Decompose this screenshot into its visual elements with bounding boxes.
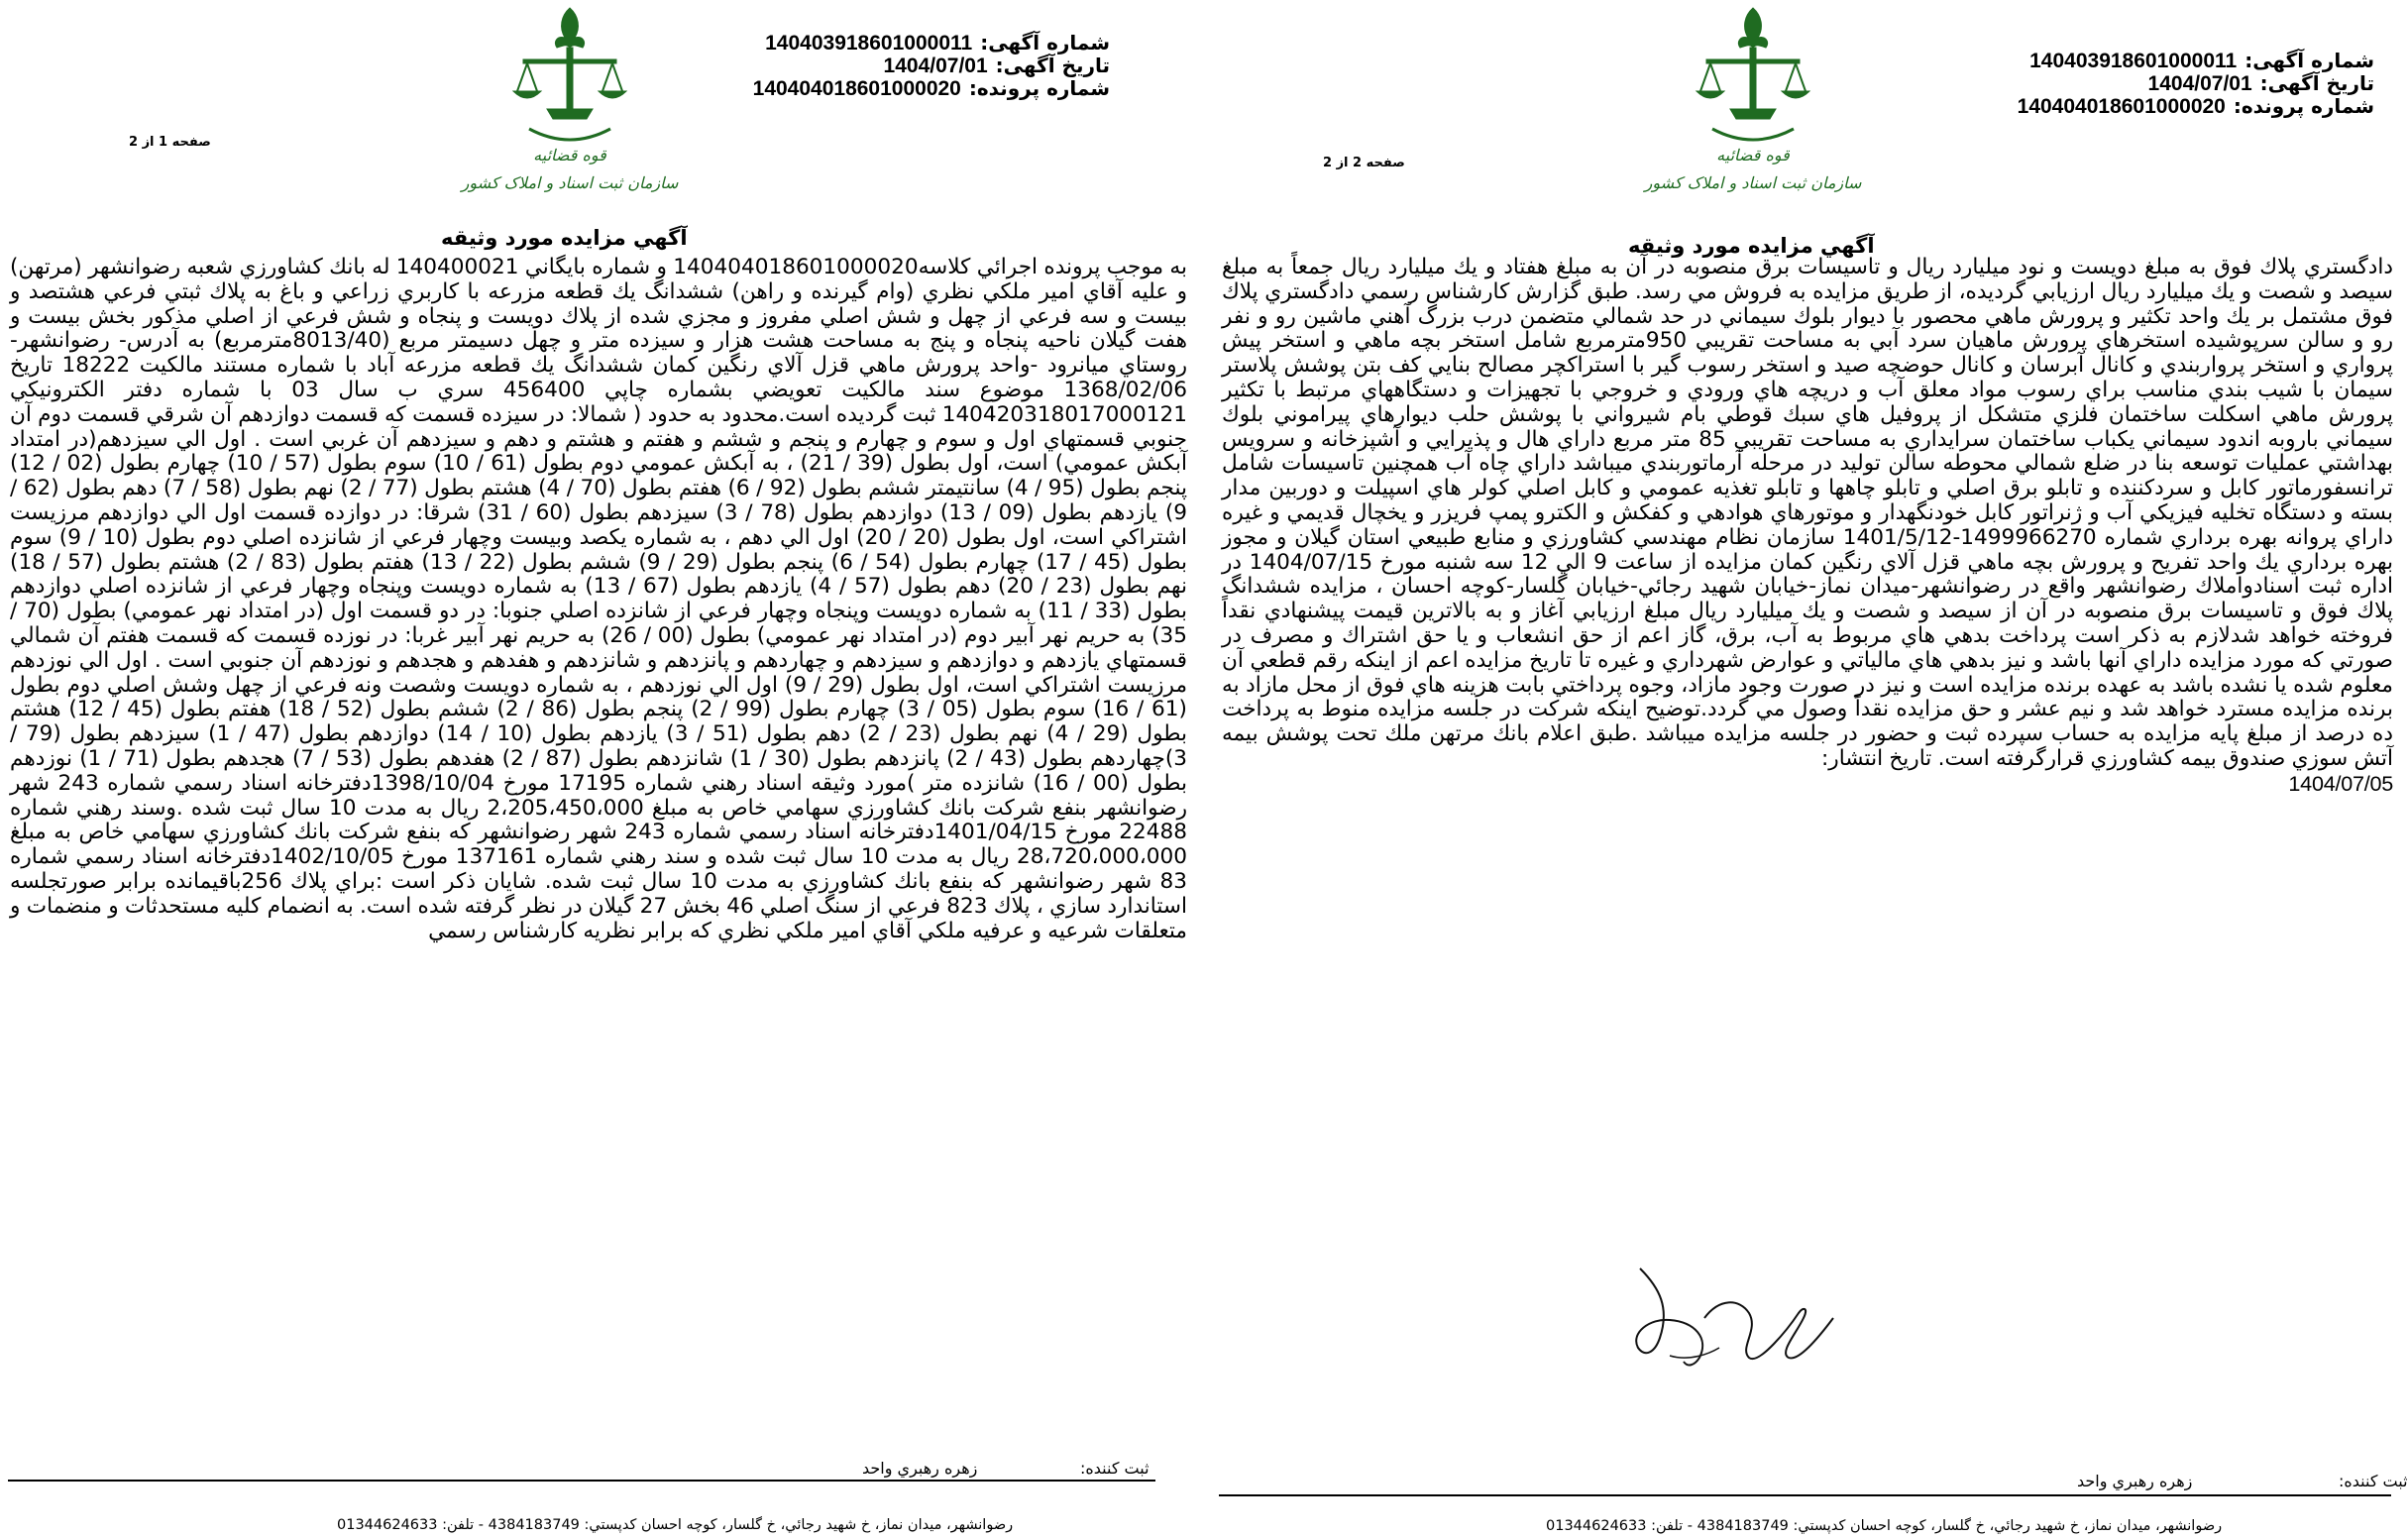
file-number-label: شماره پرونده: <box>968 76 1110 100</box>
notice-date: 1404/07/01 <box>2147 72 2252 95</box>
publish-date: 1404/07/05 <box>2288 770 2393 796</box>
office-contact: رضوانشهر، میدان نماز، خ شهید رجائي، خ گلسار، کوچه احسان کدپستي: 4384183749 - تلفن: 01344624633 <box>1546 1518 2223 1534</box>
publish-date-label: تاريخ انتشار: <box>1821 745 1932 771</box>
notice-date-label: تاریخ آگهی: <box>995 54 1110 77</box>
registrar-label: ثبت کننده: <box>2339 1472 2408 1490</box>
footer-divider <box>1219 1494 2391 1496</box>
notice-number-row <box>1917 50 2374 72</box>
notice-date-row <box>684 55 1110 77</box>
notice-date: 1404/07/01 <box>883 55 988 77</box>
notice-number-label: شماره آگهی: <box>2244 49 2374 72</box>
page-number: صفحه 2 از 2 <box>1323 156 1405 170</box>
office-contact: رضوانشهر، میدان نماز، خ شهید رجائي، خ گلسار، کوچه احسان کدپستي: 4384183749 - تلفن: 01344624633 <box>337 1517 1014 1533</box>
notice-date-row <box>1917 72 2374 95</box>
notice-body-text: دادگستري پلاك فوق به مبلغ دويست و نود ميليارد ريال و تاسيسات برق منصوبه در آن به مبلغ هفتاد و يك ميليارد ريال جمعاً به مبلغ سيصد و شصت و يك ميليارد ريال ارزيابي گرديده، از طريق مزايده به فروش مي رسد. طبق گزارش كارشناس رسمي دادگستري پلاك فوق مشتمل بر يك واحد تكثير و پرورش ماهي محصور با ديوار بلوك سيماني در حد شمالي متضمن درب بزرگ آهني ماشين رو و نفر رو و سالن سرپوشيده استخرهاي پرورش ماهيان سرد آبي به مساحت تقريبي 950مترمربع شامل استخر بچه ماهي و استخر پيش پرواري و استخر پرواربندي و كانال آبرسان و كانال حوضچه صيد و استخر رسوب گير با استراكچر مصالح بنايي كف بتن پوشش پلاستر سيمان با شيب بندي مناسب براي رسوب مواد معلق آب و دريچه هاي ورودي و خروجي با تجهيزات و دستگاههاي مرتبط با تكثير پرورش ماهي اسكلت ساختمان فلزي متشكل از پروفيل هاي سبك قوطي بام شيرواني با پوشش حلب ديوارهاي پيراموني بلوك سيماني باروبه اندود سيماني يكباب ساختمان سرايداري به مساحت تقريبي 85 متر مربع داراي هال و پذيرايي و آشپزخانه و سرويس بهداشتي عمليات توسعه بنا در ضلع شمالي محوطه سالن توليد در مرحله آرماتوربندي ميباشد داراي چاه آب همچنين تاسيسات شامل ترانسفورماتور كابل و سردكننده و تابلو برق اصلي و تابلو چاهها و تابلو تغذيه عمومي و كابل اصلي كولر هاي اسپيلت و دوربين مدار بسته و دستگاه تخليه فيزيكي آب و ژنراتور كابل خودنگهدار و موتورهاي هوادهي و كفكش و الكترو پمپ فريزر و يخچال قديمي و غيره داراي پروانه بهره برداري شماره 1499966270-1401/5/12 سازمان نظام مهندسي كشاورزي و منابع طبيعي استان گيلان و مجوز بهره برداري يك واحد تفريح و پرورش بچه ماهي قزل آلاي رنگين كمان مزايده از ساعت 9 الي 12 سه شنبه مورخ 1404/07/15 در اداره ثبت اسنادواملاك رضوانشهر واقع در رضوانشهر-ميدان نماز-خيابان شهيد رجائي-خيابان گلسار-كوچه احسان ، مزايده ششدانگ پلاك فوق و تاسيسات برق منصوبه در آن از سيصد و شصت و يك ميليارد ريال مبلغ ارزيابي آغاز و به بالاترين قيمت پيشنهادي نقداً فروخته خواهد شدلازم به ذكر است پرداخت بدهي هاي مربوط به آب، برق، گاز اعم از حق انشعاب و يا حق اشتراك و مصرف در صورتي كه مورد مزايده داراي آنها باشد و نيز بدهي هاي مالياتي و عوارض شهرداري و غيره تا تاريخ مزايده اعم از اينكه رقم قطعي آن معلوم شده يا نشده باشد به عهده برنده مزايده است و نيز در صورت وجود مازاد، وجوه پرداختي بابت هزينه هاي فوق از محل مازاد به برنده مزايده مسترد خواهد شد و نيم عشر و حق مزايده نقداً وصول مي گردد.توضيح اينكه شركت در جلسه مزايده منوط به پرداخت ده درصد از مبلغ پايه مزايده به حساب سپرده ثبت و حضور در جلسه مزايده ميباشد .طبق اعلام بانك مرتهن ملك تحت پوشش بيمه آتش سوزي صندوق بيمه كشاورزي قرارگرفته است. <box>1222 255 2394 771</box>
page-title: آگهي مزايده مورد وثيقه <box>1628 234 1875 258</box>
notice-body <box>1222 256 2393 797</box>
page-title: آگهي مزايده مورد وثيقه <box>441 226 688 250</box>
signature-image <box>1600 1259 1858 1377</box>
notice-meta <box>684 32 1110 100</box>
notice-meta <box>1917 50 2374 118</box>
file-number: 140404018601000020 <box>2017 95 2226 118</box>
notice-number-label: شماره آگهی: <box>980 31 1110 55</box>
page-number: صفحه 1 از 2 <box>129 135 211 150</box>
notice-page-2 <box>1199 0 2408 1539</box>
notice-number: 140403918601000011 <box>765 32 973 55</box>
emblem-org-name: سازمان ثبت اسناد و املاک کشور <box>1644 173 1862 192</box>
file-number-row <box>1917 95 2374 118</box>
footer-divider <box>8 1480 1155 1482</box>
registrar-name: زهره رهبري واحد <box>862 1459 978 1478</box>
emblem-caption: قوه قضائیه <box>1716 146 1790 165</box>
emblem-org-name: سازمان ثبت اسناد و املاک کشور <box>461 173 679 192</box>
emblem-caption: قوه قضائیه <box>533 146 606 165</box>
notice-page-1 <box>0 0 1199 1539</box>
judiciary-emblem-icon <box>1644 2 1862 200</box>
file-number-label: شماره پرونده: <box>2233 94 2374 118</box>
notice-date-label: تاریخ آگهی: <box>2259 71 2374 95</box>
notice-number-row <box>684 32 1110 55</box>
registrar-label: ثبت کننده: <box>1080 1459 1149 1478</box>
judiciary-emblem-icon <box>461 2 679 200</box>
file-number-row <box>684 77 1110 100</box>
registrar-name: زهره رهبري واحد <box>2077 1472 2193 1490</box>
file-number: 140404018601000020 <box>752 77 961 100</box>
notice-number: 140403918601000011 <box>2029 50 2238 72</box>
notice-body: به موجب پرونده اجرائي كلاسه140404018601000020 و شماره بايگاني 140400021 له بانك كشاورزي شعبه رضوانشهر (مرتهن) و عليه آقاي امير ملكي نظري (وام گيرنده و راهن) ششدانگ يك قطعه مزرعه با كاربري زراعي و باغ به پلاك ثبتي فرعي هشتصد و بيست و سه فرعي از چهل و شش اصلي مفروز و مجزي شده از پلاك دويست و پنجاه و شش فرعي از اصلي مذكور بخش بيست و هفت گيلان ناحيه پنجاه و پنج به مساحت هشت هزار و سيزده متر و چهل دسيمتر مربع (8013/40مترمربع) به آدرس- رضوانشهر- روستاي ميانرود -واحد پرورش ماهي قزل آلاي رنگين كمان ششدانگ يك قطعه مزرعه آباد با شماره مستند مالكيت 18222 تاريخ 1368/02/06 موضوع سند مالكيت تعويضي بشماره چاپي 456400 سري ب سال 03 با شماره دفتر الكترونيكي 140420318017000121 ثبت گرديده است.محدود به حدود ( شمالا: در سيزده قسمت كه قسمت دوازدهم آن شرقي قسمت دوم آن جنوبي قسمتهاي اول و سوم و چهارم و پنجم و ششم و هفتم و هشتم و دهم و سيزدهم آن غربي است . اول الي سيزدهم(در امتداد آبكش عمومي) است، اول بطول (39 / 21) ، به آبكش عمومي دوم بطول (61 / 10) سوم بطول (57 / 10) چهارم بطول (02 / 12) پنجم بطول (95 / 4) سانتيمتر ششم بطول (92 / 6) هفتم بطول (70 / 4) هشتم بطول (77 / 2) نهم بطول (58 / 7) دهم بطول (62 / 9) يازدهم بطول (09 / 13) دوازدهم بطول (78 / 3) سيزدهم بطول (60 / 31) شرقا: در دوازده قسمت اول الي دوازدهم مرزيست اشتراكي است، اول بطول (20 / 20) اول الي دهم ، به شماره يكصد وبيست وچهار فرعي از شانزده اصلي دوم بطول (10 / 9) سوم بطول (45 / 17) چهارم بطول (54 / 6) پنجم بطول (29 / 9) ششم بطول (22 / 13) هفتم بطول (83 / 2) هشتم بطول (57 / 18) نهم بطول (23 / 20) دهم بطول (57 / 4) يازدهم بطول (67 / 13) به شماره دويست وپنجاه وچهار فرعي از شانزده اصلي دوازدهم بطول (33 / 11) به شماره دويست وپنجاه وچهار فرعي از شانزده اصلي جنوبا: در دو قسمت اول (در امتداد نهر عمومي) بطول (70 / 35) به حريم نهر آبير دوم (در امتداد نهر عمومي) بطول (00 / 26) به حريم نهر آبير غربا: در نوزده قسمت كه قسمت هفتم آن شمالي قسمتهاي يازدهم و دوازدهم و سيزدهم و چهاردهم و پانزدهم و شانزدهم و هفدهم و هجدهم و نوزدهم آن جنوبي است . اول الي نوزدهم مرزيست اشتراكي است، اول بطول (29 / 9) اول الي نوزدهم ، به شماره دويست وشصت ونه فرعي از چهل وشش اصلي دوم بطول (61 / 16) سوم بطول (05 / 3) چهارم بطول (99 / 2) پنجم بطول (86 / 2) ششم بطول (52 / 18) هفتم بطول (45 / 12) هشتم بطول (29 / 4) نهم بطول (23 / 2) دهم بطول (51 / 3) يازدهم بطول (10 / 14) دوازدهم بطول (47 / 1) سيزدهم بطول (79 / 3)چهاردهم بطول (43 / 2) پانزدهم بطول (30 / 1) شانزدهم بطول (87 / 2) هفدهم بطول (53 / 7) هجدهم بطول (71 / 1) نوزدهم بطول (00 / 16) شانزده متر )مورد وثيقه اسناد رهني شماره 17195 مورخ 1398/10/04دفترخانه اسناد رسمي شماره 243 شهر رضوانشهر بنفع شركت بانك كشاورزي سهامي خاص به مبلغ 2،205،450،000 ريال به مدت 10 سال ثبت شده .وسند رهني شماره 22488 مورخ 1401/04/15دفترخانه اسناد رسمي شماره 243 شهر رضوانشهر كه بنفع شركت بانك كشاورزي سهامي خاص به مبلغ 28،720،000،000 ريال به مدت 10 سال ثبت شده و سند رهني شماره 137161 مورخ 1402/10/05دفترخانه اسناد رسمي شماره 83 شهر رضوانشهر كه بنفع بانك كشاورزي به مدت 10 سال ثبت شده. شايان ذكر است :براي پلاك 256باقيمانده برابر صورتجلسه استاندارد سازي ، پلاك 823 فرعي از سنگ اصلي 46 بخش 27 گيلان در نظر گرفته شده است. به انضمام كليه مستحدثات و منضمات و متعلقات شرعيه و عرفيه ملكي آقاي امير ملكي نظري كه برابر نظريه كارشناس رسمي <box>10 255 1188 943</box>
